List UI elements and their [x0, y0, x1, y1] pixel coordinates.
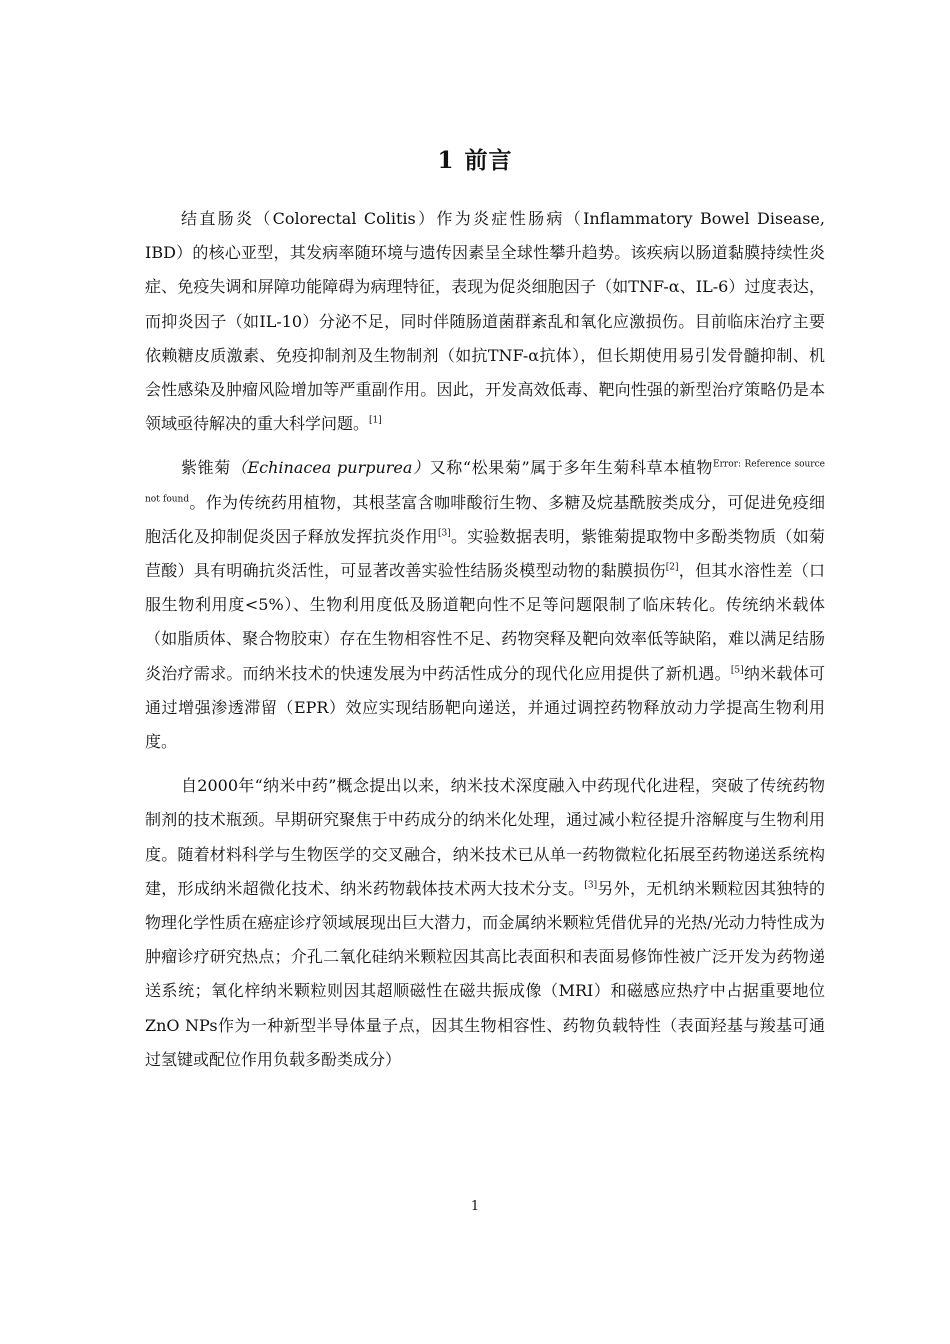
paragraph-text: 又称“松果菊”属于多年生菊科草本植物 — [429, 458, 714, 478]
paragraph-text: 。实验数据表明，紫锥菊提取物中多酚类物质（如菊苣酸）具有明确抗炎活性，可显著改善实验性结肠炎模型动物的黏膜损伤 — [145, 526, 825, 581]
paragraph-text: 自2000年“纳米中药”概念提出以来，纳米技术深度融入中药现代化进程，突破了传统药物制剂的技术瓶颈。早期研究聚焦于中药成分的纳米化处理，通过减小粒径提升溶解度与生物利用度。随着材料科学与生物医学的交叉融合，纳米技术已从单一药物微粒化拓展至药物递送系统构建，形成纳米超微化技术、纳米药物载体技术两大技术分支。 — [145, 776, 825, 898]
citation-ref: [3] — [437, 528, 451, 539]
reference-error: Error: Reference source not found — [145, 460, 825, 505]
citation-ref: [3] — [584, 880, 598, 891]
citation-ref: [5] — [730, 665, 744, 676]
section-number: 1 — [437, 147, 455, 174]
paragraph-text: 纳米载体可通过增强渗透滞留（EPR）效应实现结肠靶向递送，并通过调控药物释放动力学提高生物利用度。 — [145, 663, 825, 752]
paragraph-text: ，但其水溶性差（口服生物利用度<5%）、生物利用度低及肠道靶向性不足等问题限制了临床转化。传统纳米载体（如脂质体、聚合物胶束）存在生物相容性不足、药物突释及靶向效率低等缺陷，难以满足结肠炎治疗需求。而纳米技术的快速发展为中药活性成分的现代化应用提供了新机遇。 — [145, 561, 825, 683]
latin-name: （Echinacea purpurea） — [230, 458, 430, 478]
section-heading — [0, 143, 950, 179]
paragraph-text: 结直肠炎（Colorectal Colitis）作为炎症性肠病（Inflammatory Bowel Disease, IBD）的核心亚型，其发病率随环境与遗传因素呈全球性攀升趋势。该疾病以肠道黏膜持续性炎症、免疫失调和屏障功能障碍为病理特征，表现为促炎细胞因子（如TNF-α、IL-6）过度表达，而抑炎因子（如IL-10）分泌不足，同时伴随肠道菌群紊乱和氧化应激损伤。目前临床治疗主要依赖糖皮质激素、免疫抑制剂及生物制剂（如抗TNF-α抗体），但长期使用易引发骨髓抑制、机会性感染及肿瘤风险增加等严重副作用。因此，开发高效低毒、靶向性强的新型治疗策略仍是本领域亟待解决的重大科学问题。 — [145, 209, 825, 434]
section-title: 前言 — [464, 147, 513, 174]
page-number: 1 — [470, 1199, 480, 1214]
paragraph-text: 紫锥菊 — [181, 458, 231, 478]
paragraph-text: 另外，无机纳米颗粒因其独特的物理化学性质在癌症诊疗领域展现出巨大潜力，而金属纳米颗粒凭借优异的光热/光动力特性成为肿瘤诊疗研究热点；介孔二氧化硅纳米颗粒因其高比表面积和表面易修饰性被广泛开发为药物递送系统；氧化梓纳米颗粒则因其超顺磁性在磁共振成像（MRI）和磁感应热疗中占据重要地位 ZnO NPs作为一种新型半导体量子点，因其生物相容性、药物负载特性（表面羟基与羧基可通过氢键或配位作用负载多酚类成分） — [145, 878, 825, 1069]
paragraph-nano-tcm — [145, 769, 825, 1077]
body-text — [145, 202, 825, 1087]
paragraph-text: 。作为传统药用植物，其根茎富含咖啡酸衍生物、多糖及烷基酰胺类成分，可促进免疫细胞活化及抑制促炎因子释放发挥抗炎作用 — [145, 492, 825, 546]
paragraph-echinacea — [145, 451, 825, 759]
citation-ref: [2] — [665, 562, 679, 573]
citation-ref: [1] — [369, 415, 382, 426]
paragraph-colitis-background — [145, 202, 825, 441]
